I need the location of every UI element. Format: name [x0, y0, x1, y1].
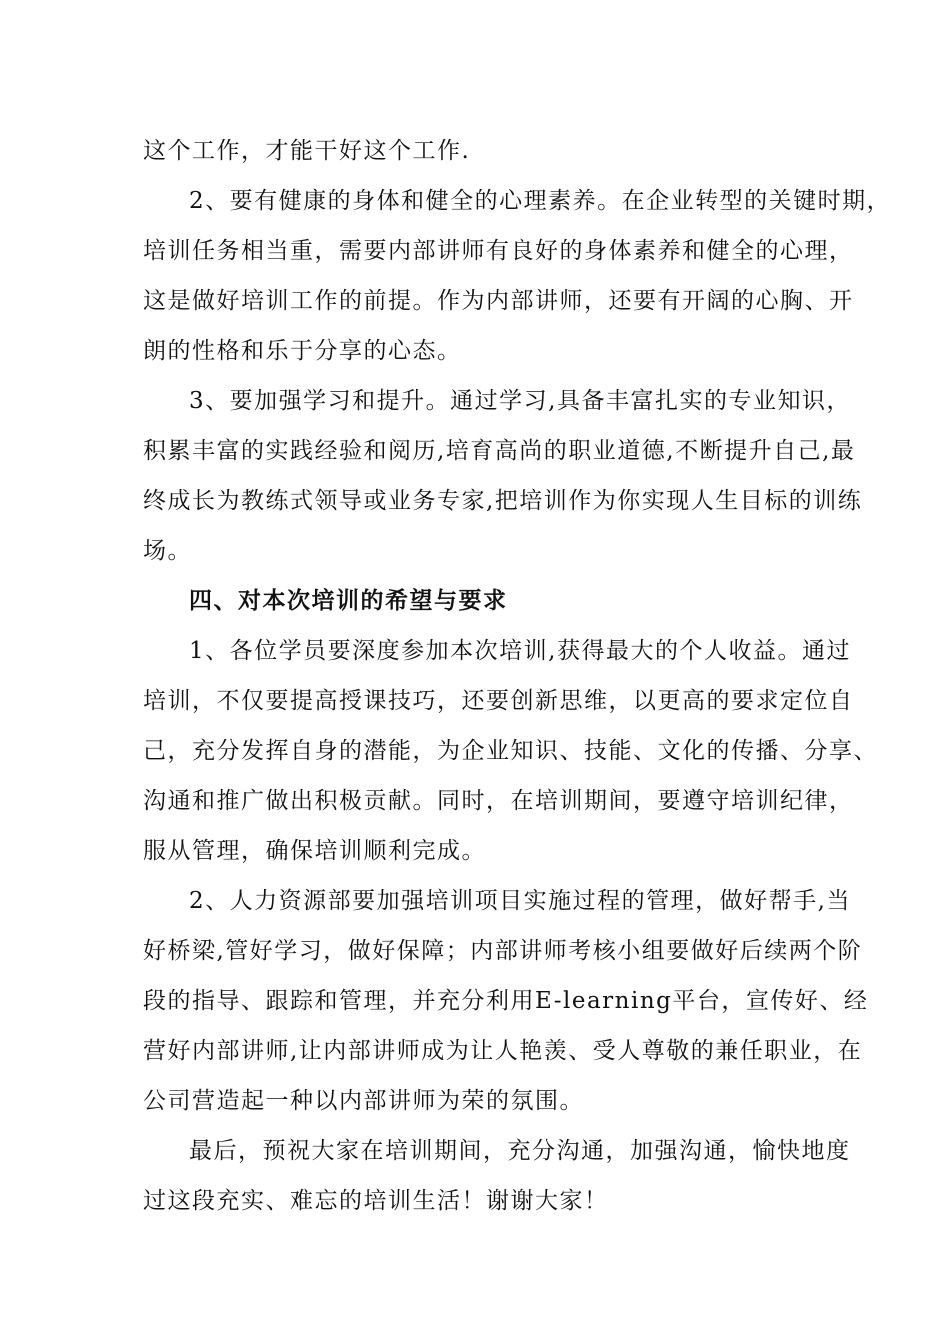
text-line: 最后，预祝大家在培训期间，充分沟通，加强沟通，愉快地度	[189, 1138, 851, 1164]
text-line: 公司营造起一种以内部讲师为荣的氛围。	[143, 1088, 584, 1114]
text-line: 营好内部讲师,让内部讲师成为让人艳羡、受人尊敬的兼任职业，在	[143, 1038, 863, 1064]
section-heading: 四、对本次培训的希望与要求	[189, 587, 508, 614]
text-line: 己，充分发挥自身的潜能，为企业知识、技能、文化的传播、分享、	[143, 738, 878, 764]
text-line: 服从管理，确保培训顺利完成。	[143, 838, 486, 864]
text-line: 终成长为教练式领导或业务专家,把培训作为你实现人生目标的训练	[143, 488, 863, 514]
text-line: 培训，不仅要提高授课技巧，还要创新思维，以更高的要求定位自	[143, 688, 854, 714]
text-line: 培训任务相当重，需要内部讲师有良好的身体素养和健全的心理，	[143, 238, 854, 264]
text-line: 场。	[143, 538, 192, 564]
text-line: 1、各位学员要深度参加本次培训,获得最大的个人收益。通过	[189, 638, 851, 664]
text-line: 2、人力资源部要加强培训项目实施过程的管理，做好帮手,当	[189, 888, 851, 914]
text-line: 积累丰富的实践经验和阅历,培育高尚的职业道德,不断提升自己,最	[143, 438, 856, 464]
text-line: 沟通和推广做出积极贡献。同时，在培训期间，要遵守培训纪律，	[143, 788, 854, 814]
text-line: 朗的性格和乐于分享的心态。	[143, 338, 462, 364]
text-line: 这个工作，才能干好这个工作.	[143, 138, 471, 164]
text-line: 好桥梁,管好学习，做好保障；内部讲师考核小组要做好后续两个阶	[143, 938, 863, 964]
text-line: 这是做好培训工作的前提。作为内部讲师，还要有开阔的心胸、开	[143, 288, 854, 314]
text-line: 段的指导、跟踪和管理，并充分利用E-learning平台，宣传好、经	[143, 988, 869, 1014]
text-line: 3、要加强学习和提升。通过学习,具备丰富扎实的专业知识，	[189, 388, 851, 414]
text-line: 过这段充实、难忘的培训生活！谢谢大家！	[143, 1188, 609, 1214]
text-line: 2、要有健康的身体和健全的心理素养。在企业转型的关键时期，	[189, 188, 892, 214]
